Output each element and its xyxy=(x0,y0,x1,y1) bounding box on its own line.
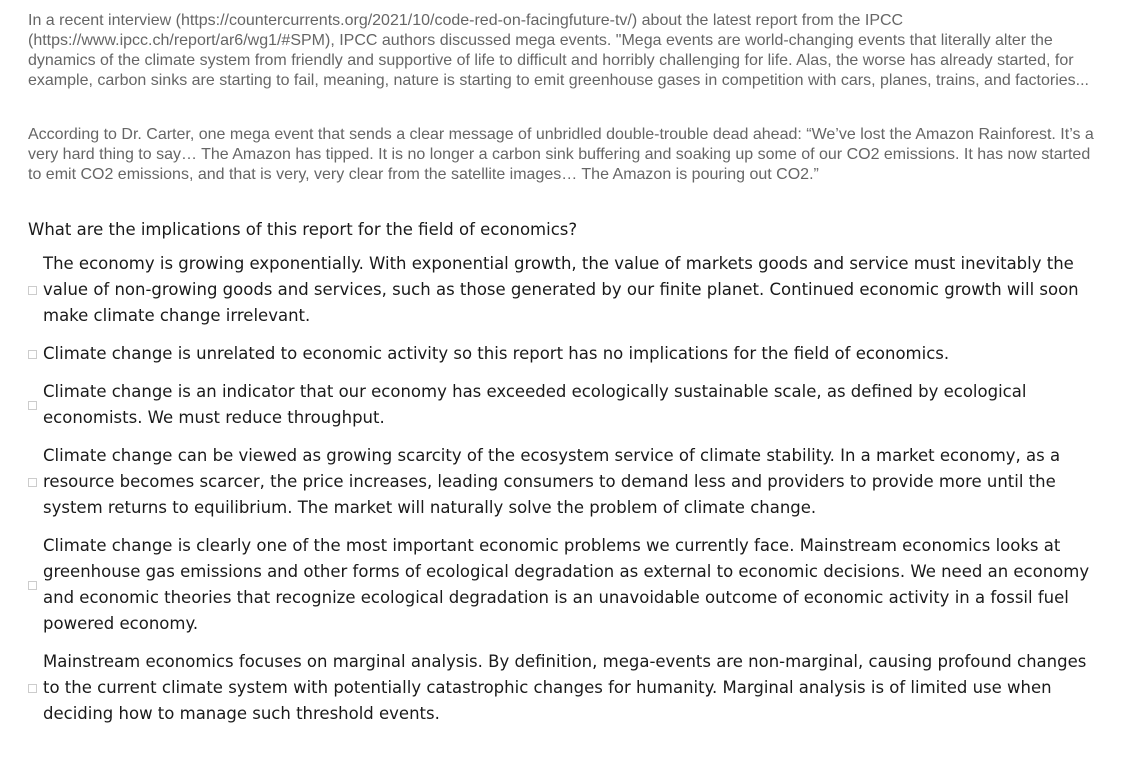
option-2-label[interactable]: Climate change is unrelated to economic activity so this report has no implications for the field of economics. xyxy=(43,344,950,363)
option-4-label[interactable]: Climate change can be viewed as growing scarcity of the ecosystem service of climate stability. In a market economy, as a resource becomes scarcer, the price increases, leading consumers to demand less and providers to provide more until the system returns to equilibrium. The market will naturally solve the problem of climate change. xyxy=(43,446,1061,517)
answer-option-6[interactable] xyxy=(28,649,1108,727)
answer-option-3[interactable] xyxy=(28,379,1108,431)
option-3-checkbox[interactable] xyxy=(28,401,37,410)
option-1-checkbox[interactable] xyxy=(28,286,37,295)
option-4-checkbox[interactable] xyxy=(28,478,37,487)
option-6-checkbox[interactable] xyxy=(28,684,37,693)
option-6-label[interactable]: Mainstream economics focuses on marginal analysis. By definition, mega-events are non-marginal, causing profound changes to the current climate system with potentially catastrophic changes for humanity. Marginal analysis is of limited use when deciding how to manage such threshold events. xyxy=(43,652,1087,723)
passage-paragraph-1: In a recent interview (https://countercurrents.org/2021/10/code-red-on-facingfuture-tv/) about the latest report from the IPCC (https://www.ipcc.ch/report/ar6/wg1/#SPM), IPCC authors discussed mega events. "Mega events are world-changing events that literally alter the dynamics of the climate system from friendly and supportive of life to difficult and horribly challenging for life. Alas, the worse has already started, for example, carbon sinks are starting to fail, meaning, nature is starting to emit greenhouse gases in competition with cars, planes, trains, and factories... xyxy=(28,12,1089,89)
option-1-label[interactable]: The economy is growing exponentially. With exponential growth, the value of markets goods and service must inevitably the value of non-growing goods and services, such as those generated by our finite planet. Continued economic growth will soon make climate change irrelevant. xyxy=(43,254,1079,325)
answer-option-5[interactable] xyxy=(28,533,1108,637)
answer-options-list xyxy=(28,251,1108,739)
option-5-checkbox[interactable] xyxy=(28,581,37,590)
answer-option-4[interactable] xyxy=(28,443,1108,521)
answer-option-1[interactable] xyxy=(28,251,1108,329)
option-5-label[interactable]: Climate change is clearly one of the most important economic problems we currently face. Mainstream economics looks at greenhouse gas emissions and other forms of ecological degradation as external to economic decisions. We need an economy and economic theories that recognize ecological degradation is an unavoidable outcome of economic activity in a fossil fuel powered economy. xyxy=(43,536,1090,633)
option-3-label[interactable]: Climate change is an indicator that our economy has exceeded ecologically sustainable scale, as defined by ecological economists. We must reduce throughput. xyxy=(43,382,1027,427)
question-text: What are the implications of this report for the field of economics? xyxy=(28,220,578,239)
option-2-checkbox[interactable] xyxy=(28,350,37,359)
passage-paragraph-2: According to Dr. Carter, one mega event that sends a clear message of unbridled double-trouble dead ahead: “We’ve lost the Amazon Rainforest. It’s a very hard thing to say… The Amazon has tipped. It is no longer a carbon sink buffering and soaking up some of our CO2 emissions. It has now started to emit CO2 emissions, and that is very, very clear from the satellite images… The Amazon is pouring out CO2.” xyxy=(28,126,1094,183)
answer-option-2[interactable] xyxy=(28,341,1108,367)
